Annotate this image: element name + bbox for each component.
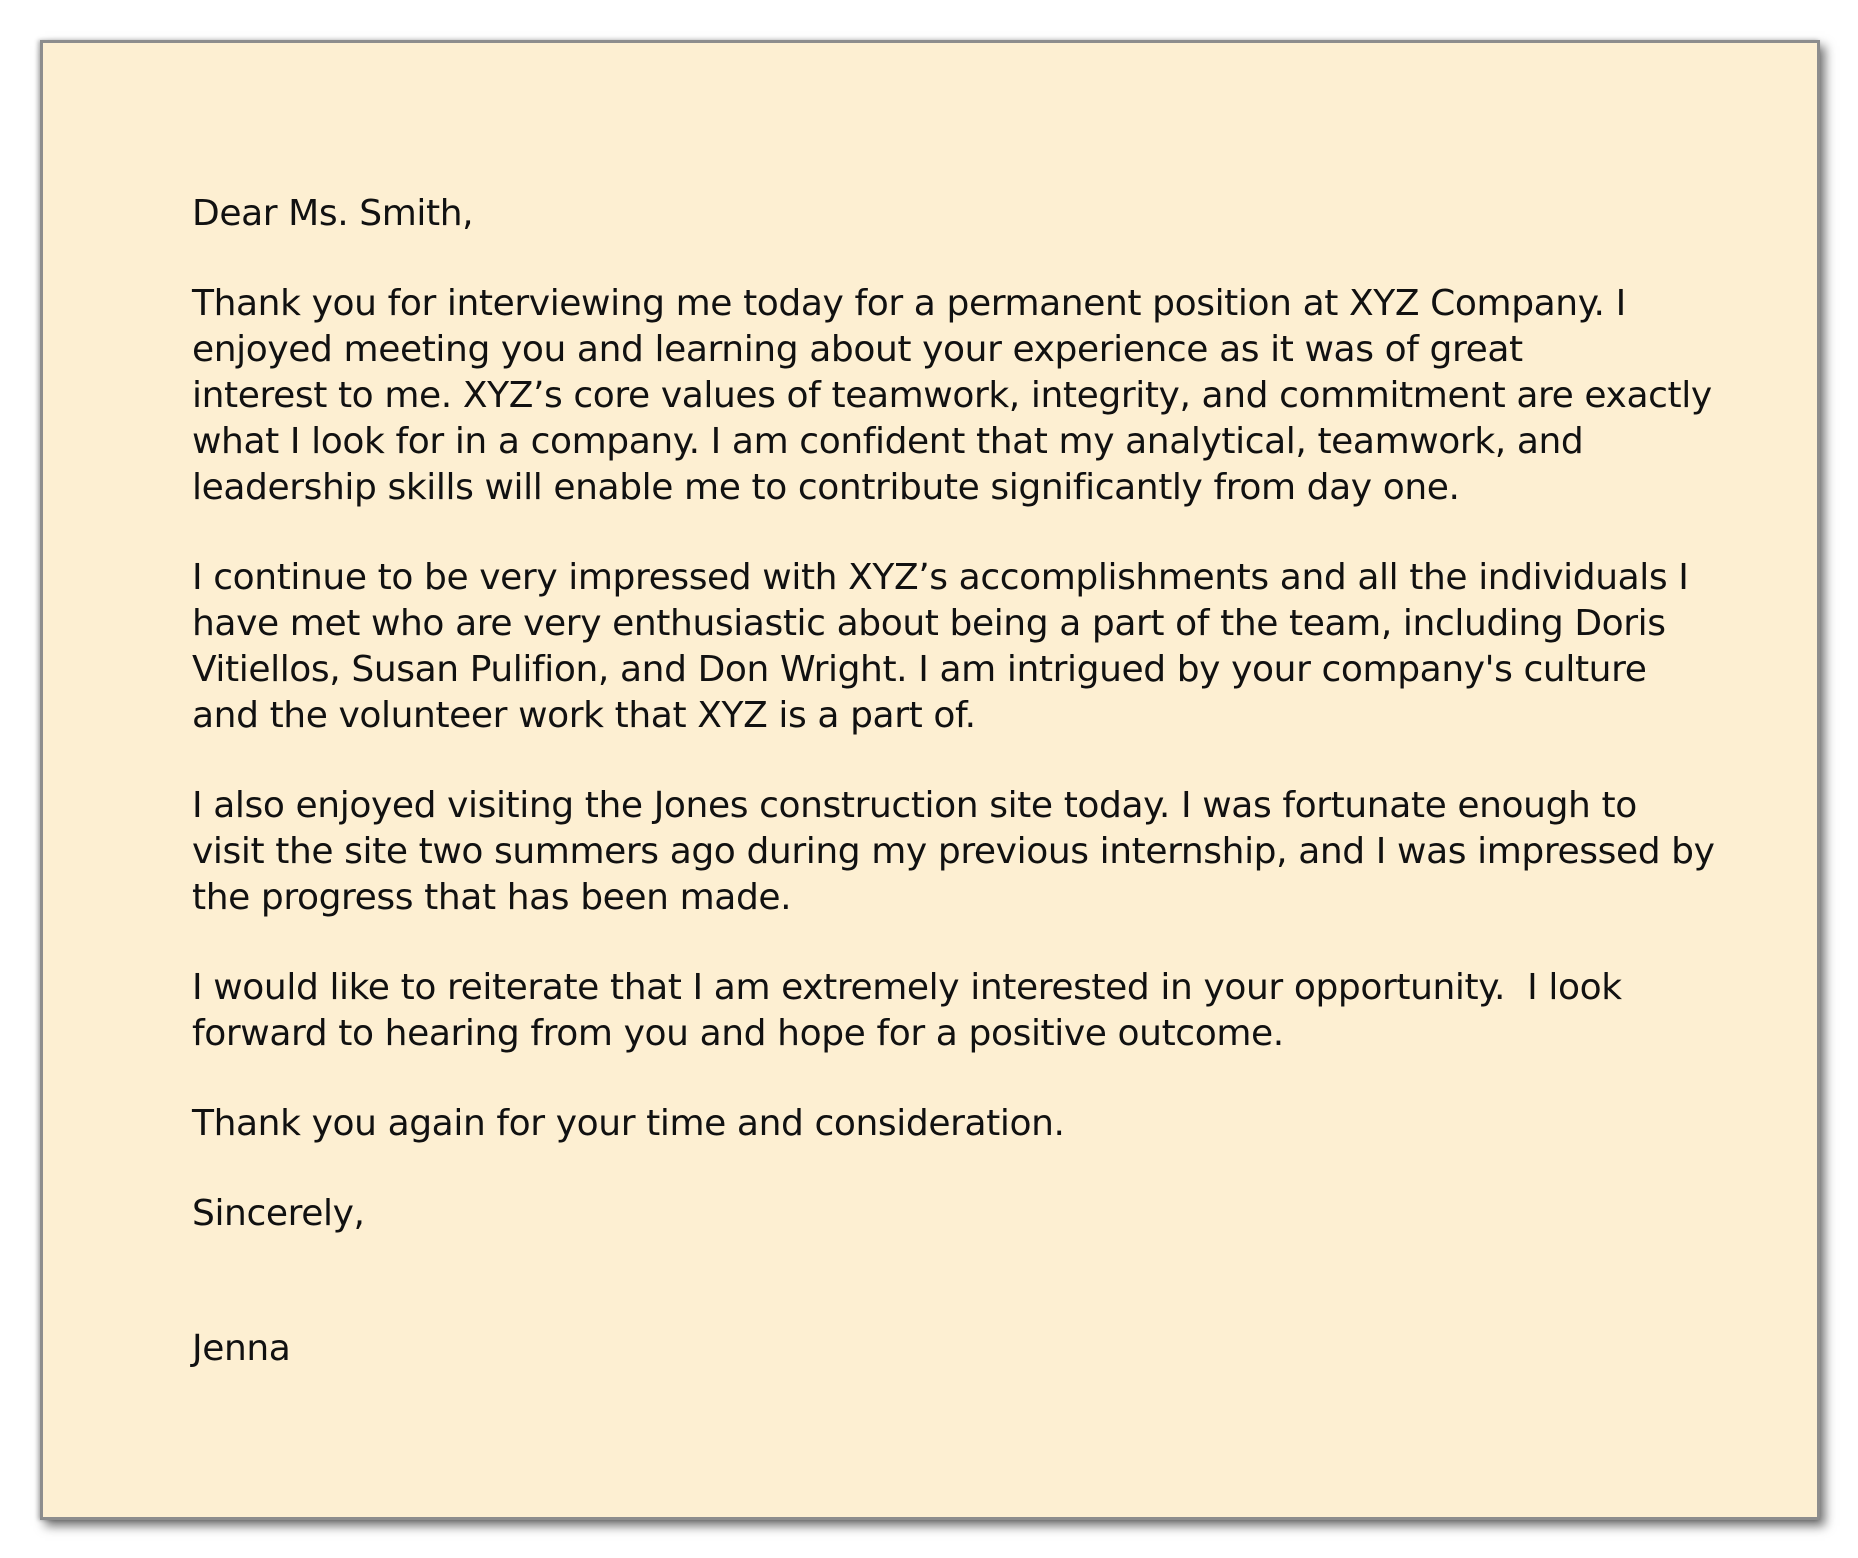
paragraph-line: I would like to reiterate that I am extremely interested in your opportunity. I look <box>192 967 1622 1008</box>
paragraph-line: the progress that has been made. <box>192 877 792 918</box>
signature: Jenna <box>192 1328 291 1369</box>
paragraph-4 <box>192 965 1752 1057</box>
paragraph-line: I also enjoyed visiting the Jones construction site today. I was fortunate enough to <box>192 785 1637 826</box>
paragraph-line: Thank you for interviewing me today for a permanent position at XYZ Company. I <box>192 283 1626 324</box>
paragraph-5 <box>192 1101 1752 1147</box>
paragraph-line: leadership skills will enable me to contribute significantly from day one. <box>192 467 1460 508</box>
closing: Sincerely, <box>192 1193 365 1234</box>
salutation: Dear Ms. Smith, <box>192 193 474 234</box>
paragraph-line: and the volunteer work that XYZ is a part of. <box>192 695 976 736</box>
paragraph-line: visit the site two summers ago during my previous internship, and I was impressed by <box>192 831 1715 872</box>
paragraph-3 <box>192 783 1752 921</box>
paragraph-line: Vitiellos, Susan Pulifion, and Don Wright. I am intrigued by your company's culture <box>192 649 1647 690</box>
paragraph-line: I continue to be very impressed with XYZ’s accomplishments and all the individuals I <box>192 557 1689 598</box>
paragraph-line: interest to me. XYZ’s core values of teamwork, integrity, and commitment are exactly <box>192 375 1712 416</box>
paragraph-line: forward to hearing from you and hope for a positive outcome. <box>192 1013 1284 1054</box>
paragraph-line: have met who are very enthusiastic about being a part of the team, including Doris <box>192 603 1666 644</box>
letter-body <box>192 191 1752 1372</box>
paragraph-1 <box>192 281 1752 511</box>
paragraph-line: what I look for in a company. I am confident that my analytical, teamwork, and <box>192 421 1584 462</box>
paragraph-line: Thank you again for your time and consideration. <box>192 1103 1065 1144</box>
paragraph-line: enjoyed meeting you and learning about your experience as it was of great <box>192 329 1523 370</box>
paragraph-2 <box>192 555 1752 739</box>
letter-card <box>40 40 1820 1520</box>
